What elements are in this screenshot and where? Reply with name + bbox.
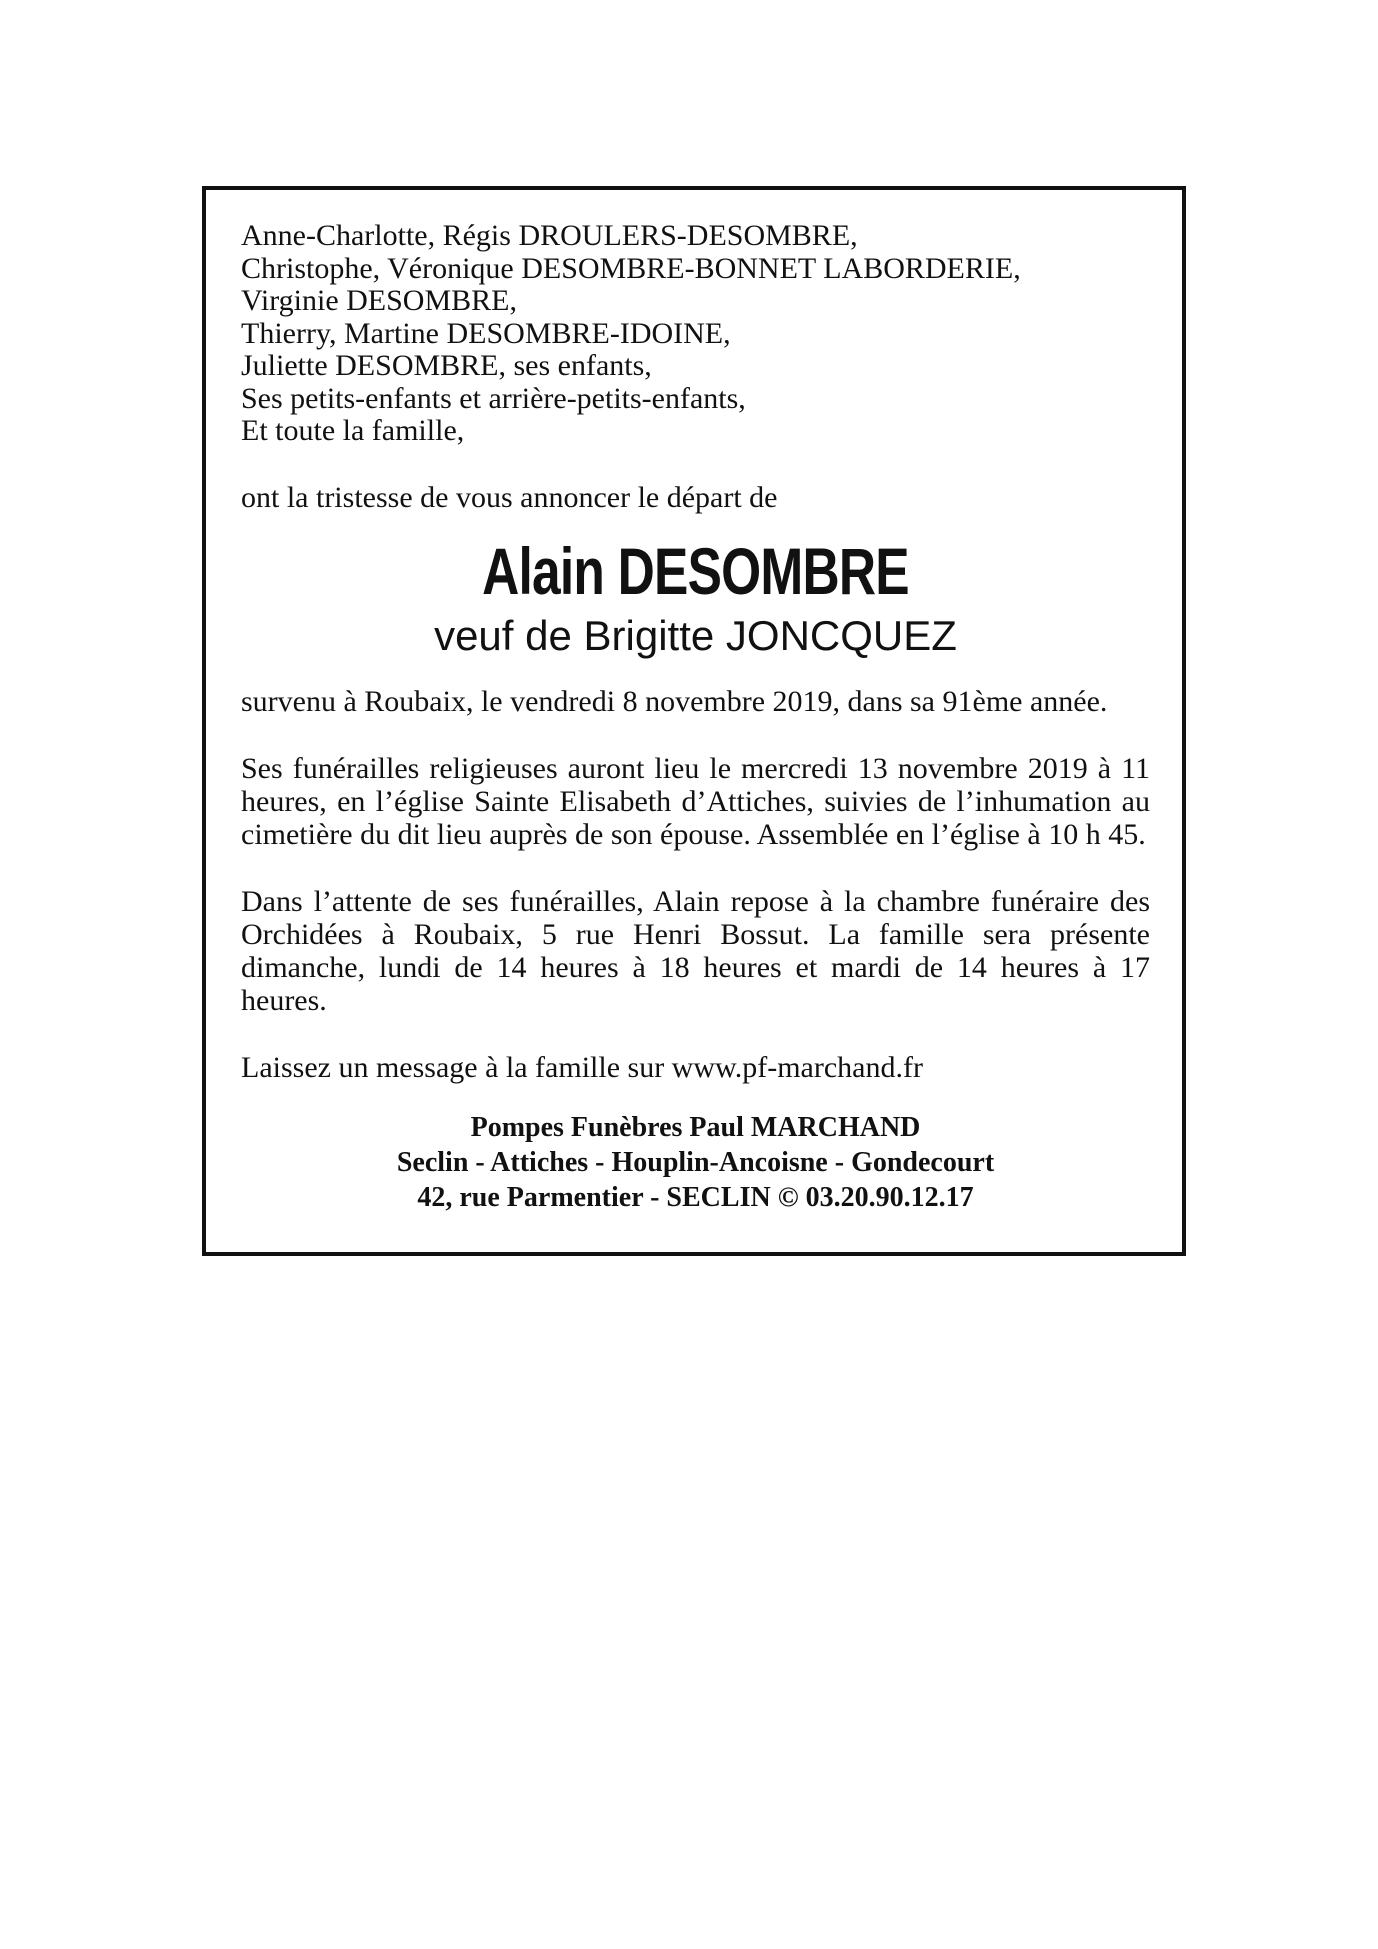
- deceased-relation: veuf de Brigitte JONCQUEZ: [434, 611, 957, 659]
- deceased-name: Alain DESOMBRE: [482, 533, 909, 608]
- family-line: Christophe, Véronique DESOMBRE-BONNET LABORDERIE,: [241, 251, 1021, 285]
- family-line: Ses petits-enfants et arrière-petits-enfants,: [241, 381, 746, 415]
- family-line: Anne-Charlotte, Régis DROULERS-DESOMBRE,: [241, 219, 858, 252]
- family-line: Virginie DESOMBRE,: [241, 284, 517, 317]
- funeral-home-block: [241, 1110, 1150, 1215]
- announcement-text: ont la tristesse de vous annoncer le départ de: [241, 480, 778, 514]
- obituary-notice: [202, 186, 1186, 1256]
- death-paragraph: survenu à Roubaix, le vendredi 8 novembre 2019, dans sa 91ème année.: [241, 684, 1108, 718]
- visitation-paragraph: Dans l’attente de ses funérailles, Alain repose à la chambre funéraire des Orchidées à Roubaix, 5 rue Henri Bossut. La famille sera présente dimanche, lundi de 14 heures à 18 heures et mardi de 14 heures à 17 heures.: [241, 884, 1150, 1017]
- funeral-paragraph: Ses funérailles religieuses auront lieu le mercredi 13 novembre 2019 à 11 heures, en l’église Sainte Elisabeth d’Attiches, suivies de l’inhumation au cimetière du dit lieu auprès de son épouse. Assemblée en l’église à 10 h 45.: [241, 751, 1150, 851]
- family-line: Thierry, Martine DESOMBRE-IDOINE,: [241, 316, 731, 350]
- family-list: [241, 220, 1150, 448]
- family-line: Juliette DESOMBRE, ses enfants,: [241, 349, 652, 382]
- funeral-home-address: 42, rue Parmentier - SECLIN © 03.20.90.12.17: [417, 1181, 974, 1213]
- notice-content: [241, 220, 1150, 1215]
- funeral-home-locations: Seclin - Attiches - Houplin-Ancoisne - Gondecourt: [396, 1146, 995, 1178]
- funeral-home-name: Pompes Funèbres Paul MARCHAND: [470, 1111, 921, 1143]
- family-line: Et toute la famille,: [241, 414, 465, 447]
- message-paragraph: Laissez un message à la famille sur www.pf-marchand.fr: [241, 1050, 923, 1084]
